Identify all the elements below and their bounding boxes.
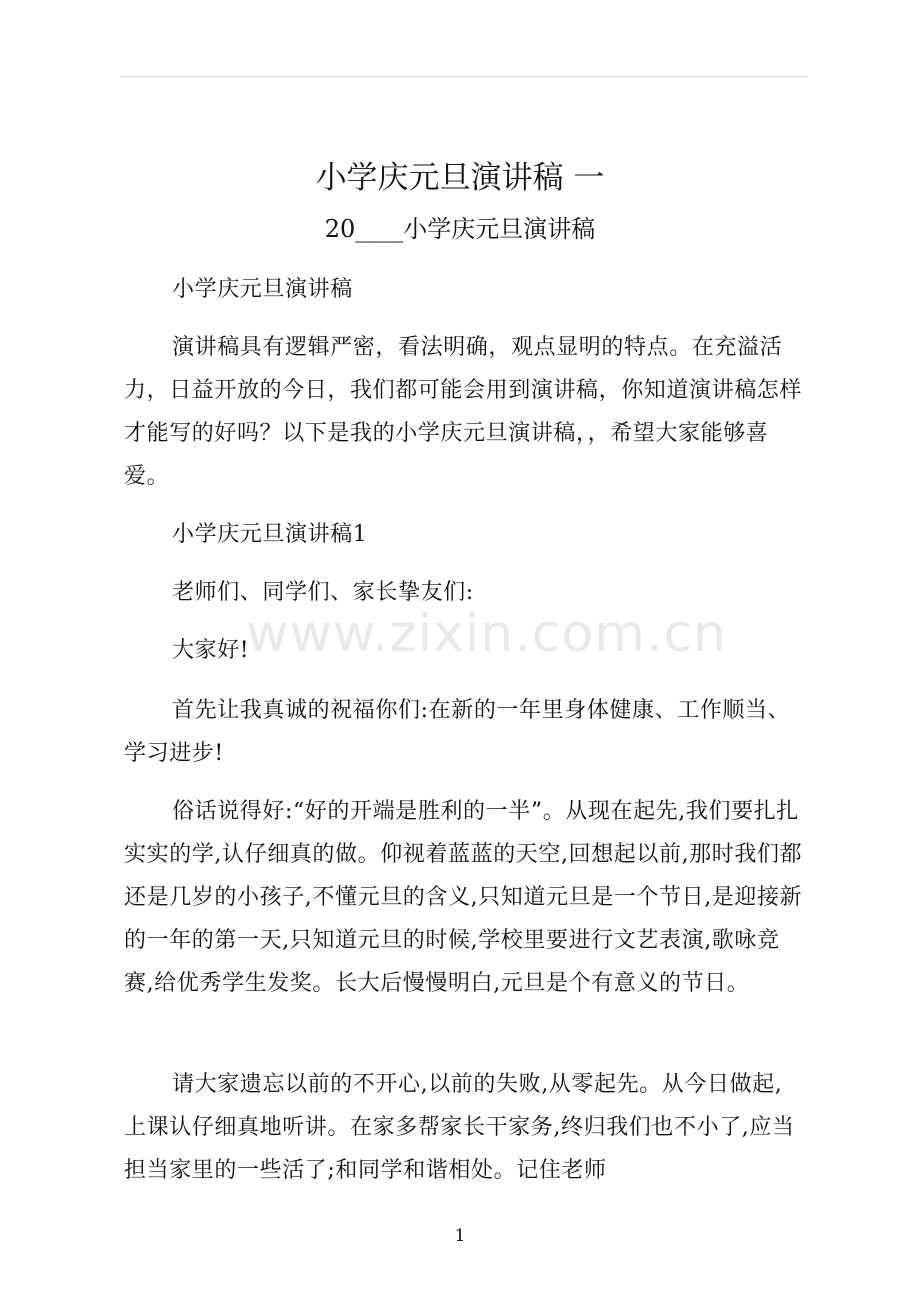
header-rule bbox=[120, 76, 808, 77]
paragraph-greeting: 大家好! bbox=[172, 638, 250, 663]
paragraph-wishes: 首先让我真诚的祝福你们:在新的一年里身体健康、工作顺当、学习进步! bbox=[124, 698, 791, 766]
watermark: www.zixin.com.cn bbox=[246, 604, 727, 664]
paragraph-intro: 演讲稿具有逻辑严密，看法明确，观点显明的特点。在充溢活力，日益开放的今日，我们都可能会用到演讲稿，你知道演讲稿怎样才能写的好吗？以下是我的小学庆元旦演讲稿，，希望大家能够喜爱。 bbox=[124, 335, 803, 489]
paragraph-speech-title: 小学庆元旦演讲稿1 bbox=[172, 522, 368, 547]
paragraph-heading: 小学庆元旦演讲稿 bbox=[172, 277, 353, 302]
page-number: 1 bbox=[454, 1226, 466, 1246]
paragraph-body-1: 俗话说得好:“好的开端是胜利的一半”。从现在起先,我们要扎扎实实的学,认仔细真的做。仰视着蓝蓝的天空,回想起以前,那时我们都还是几岁的小孩子,不懂元旦的含义,只知道元旦是一个节日,是迎接新的一年的第一天,只知道元旦的时候,学校里要进行文艺表演,歌咏竞赛,给优秀学生发奖。长大后慢慢明白,元旦是个有意义的节日。 bbox=[124, 799, 803, 996]
paragraph-body-2: 请大家遗忘以前的不开心,以前的失败,从零起先。从今日做起,上课认仔细真地听讲。在家多帮家长干家务,终归我们也不小了,应当担当家里的一些活了;和同学和谐相处。记住老师 bbox=[124, 1072, 795, 1183]
document-title: 小学庆元旦演讲稿 一 bbox=[315, 160, 605, 196]
paragraph-greeting-address: 老师们、同学们、家长挚友们: bbox=[172, 580, 474, 605]
document-subtitle: 20____小学庆元旦演讲稿 bbox=[324, 215, 596, 243]
